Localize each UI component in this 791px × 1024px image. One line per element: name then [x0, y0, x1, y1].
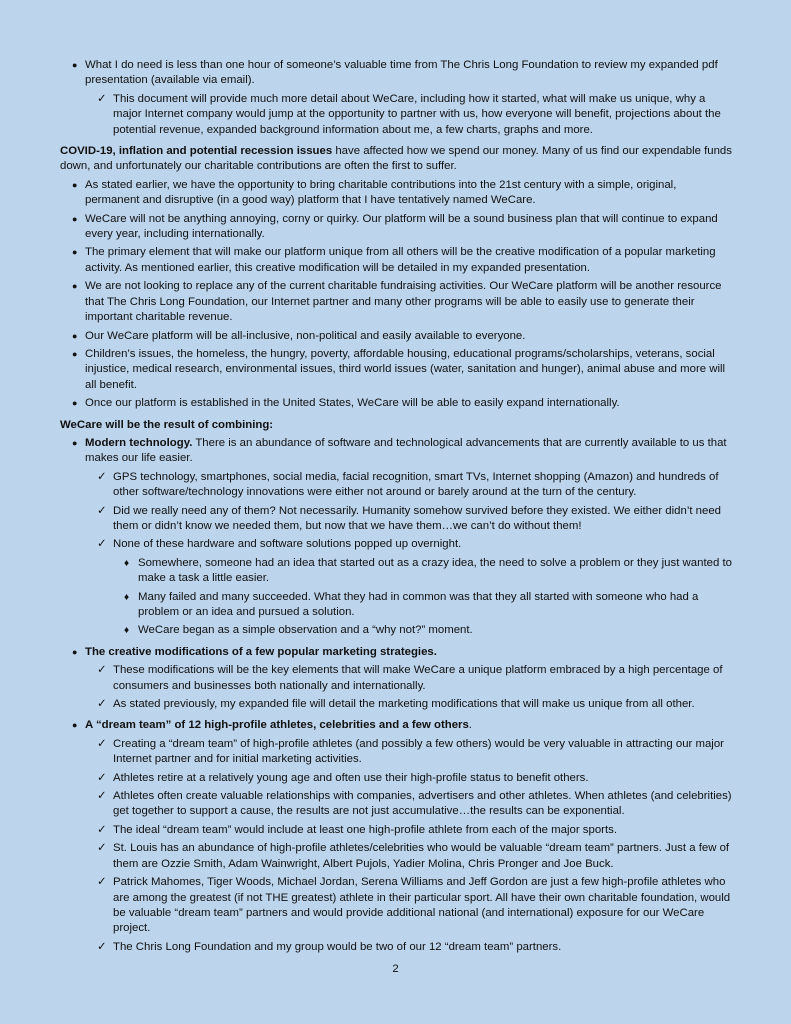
list-item: [60, 789, 733, 820]
checkmark-icon: ✓: [97, 790, 107, 803]
intro-list: [60, 58, 733, 138]
list-item: [60, 347, 733, 393]
checkmark-icon: ✓: [97, 823, 107, 836]
list-item-text: Our WeCare platform will be all-inclusive, non-political and easily available to everyone.: [85, 329, 526, 342]
list-item: [60, 823, 733, 838]
list-item-text: Athletes often create valuable relationships with companies, advertisers and other athletes. When athletes (and celebrities) get together to support a cause, the results are not just accumulative…the results can be exponential.: [113, 790, 732, 818]
list-item-text: Did we really need any of them? Not necessarily. Humanity somehow survived before they existed. We either didn’t need them or didn’t know we needed them, but now that we have them…we can’t do without them!: [113, 504, 722, 532]
covid-heading: COVID-19, inflation and potential recession issues: [60, 145, 333, 158]
page-number: 2: [392, 963, 399, 975]
list-item: [60, 663, 733, 694]
list-item-text: The Chris Long Foundation and my group would be two of our 12 “dream team” partners.: [113, 940, 562, 953]
bullet-icon: ●: [72, 281, 78, 292]
checkmark-icon: ✓: [97, 538, 107, 551]
team-text: .: [468, 719, 472, 732]
list-item-text: What I do need is less than one hour of someone’s valuable time from The Chris Long Foundation to review my expanded pdf presentation (available via email).: [85, 59, 718, 87]
combining-list: [60, 436, 733, 955]
list-item: [60, 940, 733, 955]
list-item: [60, 875, 733, 937]
list-item: [60, 245, 733, 276]
list-item-text: St. Louis has an abundance of high-profile athletes/celebrities who would be valuable “dream team” partners. Just a few of them are Ozzie Smith, Adam Wainwright, Albert Pujols, Yadier Molina, Chris Pronger and Joe Buck.: [113, 842, 730, 870]
list-item: [60, 279, 733, 325]
covid-paragraph: [60, 144, 733, 175]
diamond-bullet-icon: ♦: [124, 591, 130, 603]
list-item-text: Creating a “dream team” of high-profile athletes (and possibly a few others) would be very valuable in attracting our major Internet partner and for initial marketing activities.: [113, 737, 724, 766]
checkmark-icon: ✓: [97, 842, 107, 855]
list-item: [60, 697, 733, 712]
tech-heading: Modern technology.: [85, 436, 193, 449]
list-item: [60, 556, 733, 587]
checkmark-icon: ✓: [97, 737, 107, 750]
list-item-text: As stated previously, my expanded file will detail the marketing modifications that will make us unique from all other.: [113, 698, 695, 711]
list-item-text: Once our platform is established in the United States, WeCare will be able to easily expand internationally.: [85, 397, 620, 410]
list-item: [60, 537, 733, 552]
covid-list: [60, 178, 733, 412]
list-item-text: WeCare began as a simple observation and a “why not?” moment.: [138, 624, 473, 637]
list-item-text: These modifications will be the key elements that will make WeCare a unique platform embraced by a high percentage of consumers and businesses both nationally and internationally.: [113, 664, 723, 692]
diamond-bullet-icon: ♦: [124, 557, 130, 569]
list-item-text: Patrick Mahomes, Tiger Woods, Michael Jordan, Serena Williams and Jeff Gordon are just a few high-profile athletes who are among the greatest (if not THE greatest) athlete in their particular sport. All have their own charitable foundation, would be valuable “dream team” partners and would provide additional national (and international) exposure for our WeCare project.: [113, 876, 731, 935]
list-item-text: Many failed and many succeeded. What they had in common was that they all started with someone who had a problem or an idea and pursued a solution.: [138, 590, 699, 618]
bullet-icon: ●: [72, 179, 78, 190]
list-item: [60, 841, 733, 872]
list-item-text: Somewhere, someone had an idea that started out as a crazy idea, the need to solve a problem or they just wanted to make a task a little easier.: [138, 556, 732, 585]
tech-text: There is an abundance of software and technological advancements that are currently available to us that makes our life easier.: [85, 436, 727, 465]
list-item: [60, 178, 733, 209]
list-item: [60, 645, 733, 660]
combining-heading: WeCare will be the result of combining:: [60, 418, 274, 431]
checkmark-icon: ✓: [97, 698, 107, 711]
mods-heading: The creative modifications of a few popular marketing strategies.: [85, 645, 437, 658]
bullet-icon: ●: [72, 720, 78, 731]
list-item: [60, 771, 733, 786]
team-heading: A “dream team” of 12 high-profile athletes, celebrities and a few others: [85, 719, 469, 732]
list-item: [60, 212, 733, 243]
bullet-icon: ●: [72, 60, 78, 70]
checkmark-icon: ✓: [97, 92, 107, 105]
checkmark-icon: ✓: [97, 470, 107, 483]
checkmark-icon: ✓: [97, 504, 107, 517]
list-item-text: WeCare will not be anything annoying, corny or quirky. Our platform will be a sound business plan that will continue to expand every year, including internationally.: [85, 212, 718, 241]
list-item-text: As stated earlier, we have the opportunity to bring charitable contributions into the 21st century with a simple, original, permanent and disruptive (in a good way) platform that I have tentatively named WeCare.: [85, 178, 677, 207]
list-item-text: This document will provide much more detail about WeCare, including how it started, what will make us unique, why a major Internet company would jump at the opportunity to partner with us, how everyone will benefit, projections about the potential revenue, expanded background information about me, a few charts, graphs and more.: [113, 92, 721, 136]
list-item: [60, 737, 733, 768]
list-item-text: None of these hardware and software solutions popped up overnight.: [113, 538, 462, 551]
checkmark-icon: ✓: [97, 940, 107, 953]
bullet-icon: ●: [72, 330, 78, 341]
checkmark-icon: ✓: [97, 771, 107, 784]
list-item-text: Athletes retire at a relatively young age and often use their high-profile status to benefit others.: [113, 771, 589, 784]
bullet-icon: ●: [72, 247, 78, 258]
bullet-icon: ●: [72, 398, 78, 409]
list-item: [60, 329, 733, 344]
list-item: [60, 92, 733, 138]
list-item-text: Children’s issues, the homeless, the hungry, poverty, affordable housing, educational programs/scholarships, veterans, social injustice, medical research, environmental issues, third world issues (water, sanitation and hunger), animal abuse and more will all benefit.: [85, 347, 726, 391]
list-item: [60, 396, 733, 411]
list-item-text: We are not looking to replace any of the current charitable fundraising activities. Our WeCare platform will be another resource that The Chris Long Foundation, our Internet partner and many other programs will be able to easily use to generate their important charitable revenue.: [85, 280, 722, 324]
checkmark-icon: ✓: [97, 664, 107, 677]
checkmark-icon: ✓: [97, 876, 107, 889]
list-item: [60, 470, 733, 501]
list-item: [60, 504, 733, 535]
list-item: [60, 436, 733, 467]
bullet-icon: ●: [72, 348, 78, 359]
list-item: [60, 590, 733, 621]
bullet-icon: ●: [72, 213, 78, 224]
list-item-text: GPS technology, smartphones, social media, facial recognition, smart TVs, Internet shopping (Amazon) and hundreds of other software/technology innovations were either not around or barely around at the turn of the century.: [113, 470, 719, 499]
covid-text: have affected how we spend our money. Many of us find our expendable funds down, and unfortunately our charitable contributions are often the first to suffer.: [60, 145, 732, 173]
list-item-text: The ideal “dream team” would include at least one high-profile athlete from each of the major sports.: [113, 823, 617, 836]
bullet-icon: ●: [72, 437, 78, 448]
list-item: [60, 58, 733, 89]
list-item-text: The primary element that will make our platform unique from all others will be the creative modification of a popular marketing activity. As mentioned earlier, this creative modification will be detailed in my expanded presentation.: [85, 246, 716, 274]
list-item: [60, 718, 733, 733]
list-item: [60, 623, 733, 638]
bullet-icon: ●: [72, 646, 78, 657]
diamond-bullet-icon: ♦: [124, 625, 130, 637]
